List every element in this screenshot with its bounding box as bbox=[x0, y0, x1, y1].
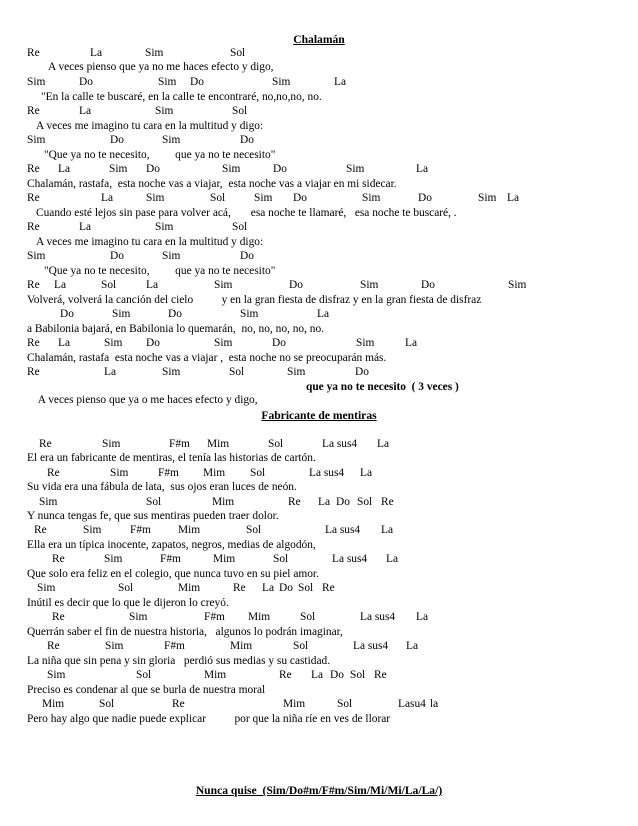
chord: Sim bbox=[272, 76, 291, 88]
chord: Sim bbox=[162, 134, 181, 146]
chord: F#m bbox=[130, 524, 151, 536]
chord: Sim bbox=[508, 279, 527, 291]
chord: Sol bbox=[99, 698, 115, 710]
chord: Sol bbox=[229, 366, 245, 378]
chord: Mim bbox=[204, 669, 227, 681]
chord: La bbox=[79, 221, 92, 233]
chord: Mim bbox=[42, 698, 65, 710]
chord: Re bbox=[27, 366, 40, 378]
chord: Sol bbox=[246, 524, 262, 536]
chord: Mim bbox=[248, 611, 271, 623]
chord: La bbox=[311, 669, 324, 681]
chord: Sol bbox=[232, 221, 248, 233]
chord: Re bbox=[47, 467, 60, 479]
chord: Re bbox=[27, 47, 40, 59]
chord: La sus4 bbox=[332, 553, 368, 565]
chord: Sol bbox=[357, 496, 373, 508]
lyric-line: La niña que sin pena y sin gloria perdió sus medias y su castidad. bbox=[27, 655, 331, 667]
lyric-line: Su vida era una fábula de lata, sus ojos eran luces de neón. bbox=[27, 481, 297, 493]
chord: Sim bbox=[240, 308, 259, 320]
chord: Sim bbox=[110, 467, 129, 479]
chord: Sol bbox=[337, 698, 353, 710]
chord: Sim bbox=[360, 279, 379, 291]
chord: F#m bbox=[164, 640, 185, 652]
chord: Re bbox=[172, 698, 185, 710]
chord: Sol bbox=[350, 669, 366, 681]
lyric-line: "En la calle te buscaré, en la calle te encontraré, no,no,no, no. bbox=[41, 91, 322, 103]
chord: Sim bbox=[162, 250, 181, 262]
lyric-line: El era un fabricante de mentiras, el tenía las historias de cartón. bbox=[27, 452, 316, 464]
chord: Sim bbox=[158, 76, 177, 88]
chord: Do bbox=[60, 308, 74, 320]
chord: La bbox=[416, 611, 429, 623]
chord: Do bbox=[421, 279, 435, 291]
chord: Sim bbox=[112, 308, 131, 320]
chord: Mim bbox=[203, 467, 226, 479]
chord: La bbox=[377, 438, 390, 450]
chord: La bbox=[317, 308, 330, 320]
chord: Do bbox=[272, 337, 286, 349]
lyric-line: Querrán saber el fin de nuestra historia, algunos lo podrán imaginar, bbox=[27, 626, 343, 638]
lyric-line: Chalamán, rastafa esta noche vas a viajar , esta noche no se preocuparán más. bbox=[27, 352, 387, 364]
chord: Mim bbox=[230, 640, 253, 652]
chord: Sol bbox=[298, 582, 314, 594]
chord: La bbox=[360, 467, 373, 479]
chord: La sus4 bbox=[360, 611, 396, 623]
chord: Do bbox=[146, 337, 160, 349]
chord: F#m bbox=[169, 438, 190, 450]
chord: La bbox=[416, 163, 429, 175]
chord: Sim bbox=[27, 250, 46, 262]
chord: La bbox=[381, 524, 394, 536]
lyric-line: A veces pienso que ya no me haces efecto y digo, bbox=[48, 61, 274, 73]
chord: La sus4 bbox=[353, 640, 389, 652]
chord: Sim bbox=[155, 221, 174, 233]
chord: La bbox=[507, 192, 520, 204]
lyric-line: a Babilonia bajará, en Babilonia lo quemarán, no, no, no, no, no. bbox=[27, 323, 325, 335]
chord: Mim bbox=[212, 496, 235, 508]
chord: Do bbox=[330, 669, 344, 681]
chord: La bbox=[406, 640, 419, 652]
chord: Sim bbox=[214, 279, 233, 291]
chord: La bbox=[54, 279, 67, 291]
lyric-line: A veces me imagino tu cara en la multitud y digo: bbox=[36, 236, 264, 248]
chord: La bbox=[334, 76, 347, 88]
chord: Do bbox=[190, 76, 204, 88]
chord: Lasu4 bbox=[398, 698, 426, 710]
chord: Sim bbox=[37, 582, 56, 594]
chord: Mim bbox=[213, 553, 236, 565]
chord: Re bbox=[374, 669, 387, 681]
chord: Do bbox=[240, 250, 254, 262]
chord: Sim bbox=[478, 192, 497, 204]
chord: Do bbox=[79, 76, 93, 88]
chord: Do bbox=[293, 192, 307, 204]
chord: Re bbox=[322, 582, 335, 594]
chord: Sim bbox=[27, 76, 46, 88]
lyric-line: Volverá, volverá la canción del cielo y en la gran fiesta de disfraz y en la gran fiesta de disfraz bbox=[27, 294, 482, 306]
chord: Re bbox=[27, 221, 40, 233]
song-title-fabricante: Fabricante de mentiras bbox=[261, 409, 377, 422]
chord: Re bbox=[39, 438, 52, 450]
chord: Sim bbox=[254, 192, 273, 204]
lyric-line: Pero hay algo que nadie puede explicar por que la niña ríe en ves de llorar bbox=[27, 713, 391, 725]
chord: Sol bbox=[230, 47, 246, 59]
chord: Mim bbox=[207, 438, 230, 450]
chord: Sim bbox=[214, 337, 233, 349]
chord: Sol bbox=[268, 438, 284, 450]
chord: Do bbox=[355, 366, 369, 378]
chord: Sol bbox=[136, 669, 152, 681]
chord: La bbox=[405, 337, 418, 349]
lyric-bold-tail: que ya no te necesito ( 3 veces ) bbox=[306, 381, 459, 393]
chord: F#m bbox=[160, 553, 181, 565]
chord: Do bbox=[240, 134, 254, 146]
chord: Re bbox=[34, 524, 47, 536]
chord: Sim bbox=[155, 105, 174, 117]
chord: Re bbox=[27, 192, 40, 204]
chord: La bbox=[262, 582, 275, 594]
chord: Re bbox=[27, 279, 40, 291]
lyric-line: Cuando esté lejos sin pase para volver acá, esa noche te llamaré, esa noche te buscaré, . bbox=[36, 207, 457, 219]
chord: Re bbox=[288, 496, 301, 508]
chord: Sol bbox=[250, 467, 266, 479]
chord: La sus4 bbox=[325, 524, 361, 536]
chord: Do bbox=[110, 134, 124, 146]
chord: Sol bbox=[300, 611, 316, 623]
chord: Sim bbox=[104, 337, 123, 349]
chord: Sim bbox=[145, 47, 164, 59]
chord: Sol bbox=[118, 582, 134, 594]
chord: Sim bbox=[39, 496, 58, 508]
chord: Re bbox=[279, 669, 292, 681]
chord: Sol bbox=[273, 553, 289, 565]
chord: Sim bbox=[109, 163, 128, 175]
chord: Sim bbox=[362, 192, 381, 204]
chord: Sim bbox=[104, 553, 123, 565]
chord: Sol bbox=[101, 279, 117, 291]
chord: Sol bbox=[293, 640, 309, 652]
chord: Re bbox=[27, 163, 40, 175]
chord: Sim bbox=[102, 438, 121, 450]
chord: La bbox=[318, 496, 331, 508]
chord: F#m bbox=[158, 467, 179, 479]
lyric-line: Inútil es decir que lo que le dijeron lo creyó. bbox=[27, 597, 229, 609]
lyric-line: Que solo era feliz en el colegio, que nunca tuvo en su piel amor. bbox=[27, 568, 319, 580]
chord: Sim bbox=[27, 134, 46, 146]
chord: Do bbox=[273, 163, 287, 175]
chord: La bbox=[101, 192, 114, 204]
chord: Mim bbox=[283, 698, 306, 710]
chord: Sim bbox=[162, 366, 181, 378]
song-title-chalaman: Chalamán bbox=[293, 33, 345, 46]
chord: Re bbox=[233, 582, 246, 594]
chord: Re bbox=[27, 337, 40, 349]
chord: Re bbox=[52, 611, 65, 623]
lyric-line: Y nunca tengas fe, que sus mentiras pueden traer dolor. bbox=[27, 510, 279, 522]
chord: Do bbox=[289, 279, 303, 291]
lyric-line: Ella era un típica inocente, zapatos, negros, medias de algodón, bbox=[27, 539, 316, 551]
chord: Mim bbox=[178, 524, 201, 536]
chord: Do bbox=[146, 163, 160, 175]
chord: Sim bbox=[83, 524, 102, 536]
chord: Sol bbox=[146, 496, 162, 508]
chord: Re bbox=[52, 553, 65, 565]
chord: Sim bbox=[47, 669, 66, 681]
lyric-line: Chalamán, rastafa, esta noche vas a viajar, esta noche vas a viajar en mi sidecar. bbox=[27, 178, 397, 190]
lyric-line: Preciso es condenar al que se burla de nuestra moral bbox=[27, 684, 266, 696]
chord: La bbox=[104, 366, 117, 378]
chord: Do bbox=[418, 192, 432, 204]
chord: La sus4 bbox=[322, 438, 358, 450]
chord: La bbox=[146, 279, 159, 291]
chord: Sol bbox=[210, 192, 226, 204]
chord: Do bbox=[279, 582, 293, 594]
chord: Sim bbox=[222, 163, 241, 175]
lyric-text: A veces pienso que ya o me haces efecto y digo, bbox=[37, 394, 258, 406]
chord: La bbox=[58, 337, 71, 349]
lyric-line: A veces me imagino tu cara en la multitud y digo: bbox=[36, 120, 264, 132]
chord: Re bbox=[381, 496, 394, 508]
chord: la bbox=[430, 698, 439, 710]
lyric-line: "Que ya no te necesito, que ya no te necesito" bbox=[44, 265, 276, 277]
chord: Sim bbox=[346, 163, 365, 175]
chord: La bbox=[386, 553, 399, 565]
chord: Re bbox=[47, 640, 60, 652]
chord: Do bbox=[168, 308, 182, 320]
chord: La sus4 bbox=[309, 467, 345, 479]
chord: Sol bbox=[232, 105, 248, 117]
chord: Sim bbox=[105, 640, 124, 652]
chord: Sim bbox=[146, 192, 165, 204]
chord: Mim bbox=[178, 582, 201, 594]
chord: Do bbox=[110, 250, 124, 262]
chord: La bbox=[58, 163, 71, 175]
chord: La bbox=[79, 105, 92, 117]
chord: Re bbox=[27, 105, 40, 117]
song-title-nunca-quise: Nunca quise (Sim/Do#m/F#m/Sim/Mi/Mi/La/La/) bbox=[195, 784, 443, 797]
chord: Sim bbox=[356, 337, 375, 349]
lyric-line: "Que ya no te necesito, que ya no te necesito" bbox=[44, 149, 276, 161]
chord: F#m bbox=[204, 611, 225, 623]
chord: La bbox=[90, 47, 103, 59]
chord: Do bbox=[336, 496, 350, 508]
chord: Sim bbox=[287, 366, 306, 378]
chord: Sim bbox=[129, 611, 148, 623]
